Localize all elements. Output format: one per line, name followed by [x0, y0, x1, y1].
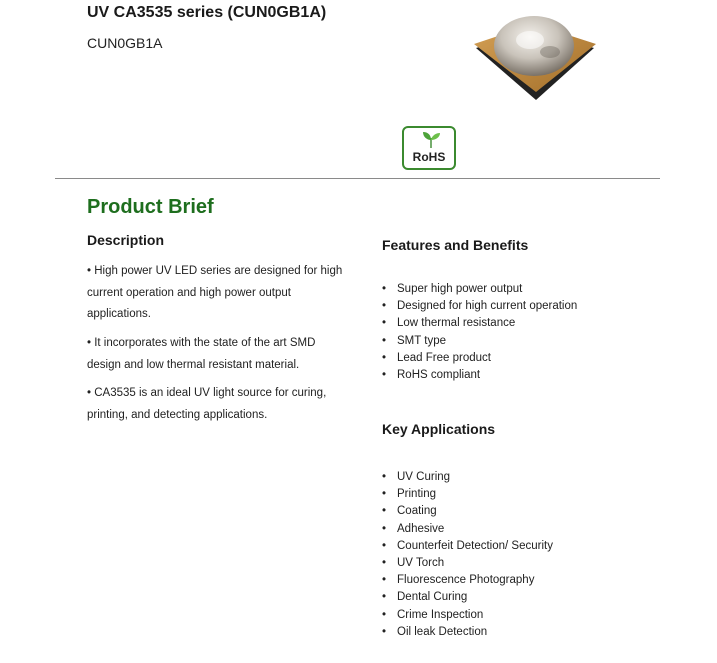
- features-list: [382, 281, 577, 384]
- description-paragraph: • High power UV LED series are designed for high current operation and high power output applications.: [87, 265, 343, 320]
- list-item: • UV Torch: [382, 557, 445, 570]
- list-item: • Adhesive: [382, 522, 445, 535]
- list-item: • Dental Curing: [382, 591, 468, 604]
- header-divider: [55, 178, 660, 179]
- list-item: • Coating: [382, 505, 437, 518]
- list-item: • RoHS compliant: [382, 369, 481, 382]
- list-item: • UV Curing: [382, 471, 451, 483]
- list-item: • Oil leak Detection: [382, 625, 488, 638]
- rohs-badge: [402, 126, 456, 170]
- list-item: • Counterfeit Detection/ Security: [382, 539, 553, 552]
- description-paragraph: • CA3535 is an ideal UV light source for curing, printing, and detecting applications.: [87, 387, 327, 421]
- section-title: Product Brief: [87, 196, 214, 218]
- document-title: UV CA3535 series (CUN0GB1A): [87, 4, 327, 21]
- list-item: • SMT type: [382, 334, 446, 347]
- list-item: • Super high power output: [382, 283, 523, 295]
- list-item: • Crime Inspection: [382, 608, 484, 621]
- description-heading: Description: [87, 232, 165, 248]
- applications-heading: Key Applications: [382, 421, 496, 437]
- part-number: CUN0GB1A: [87, 35, 163, 51]
- features-heading: Features and Benefits: [382, 237, 529, 253]
- description-paragraph: • It incorporates with the state of the art SMD design and low thermal resistant material.: [87, 337, 316, 371]
- list-item: • Low thermal resistance: [382, 317, 516, 330]
- led-product-image: [470, 0, 602, 108]
- applications-list: [382, 469, 553, 641]
- rohs-label: RoHS: [412, 150, 446, 164]
- list-item: • Lead Free product: [382, 351, 491, 364]
- list-item: • Printing: [382, 488, 436, 501]
- list-item: • Designed for high current operation: [382, 300, 578, 313]
- leaf-icon: [421, 131, 441, 149]
- list-item: • Fluorescence Photography: [382, 574, 535, 587]
